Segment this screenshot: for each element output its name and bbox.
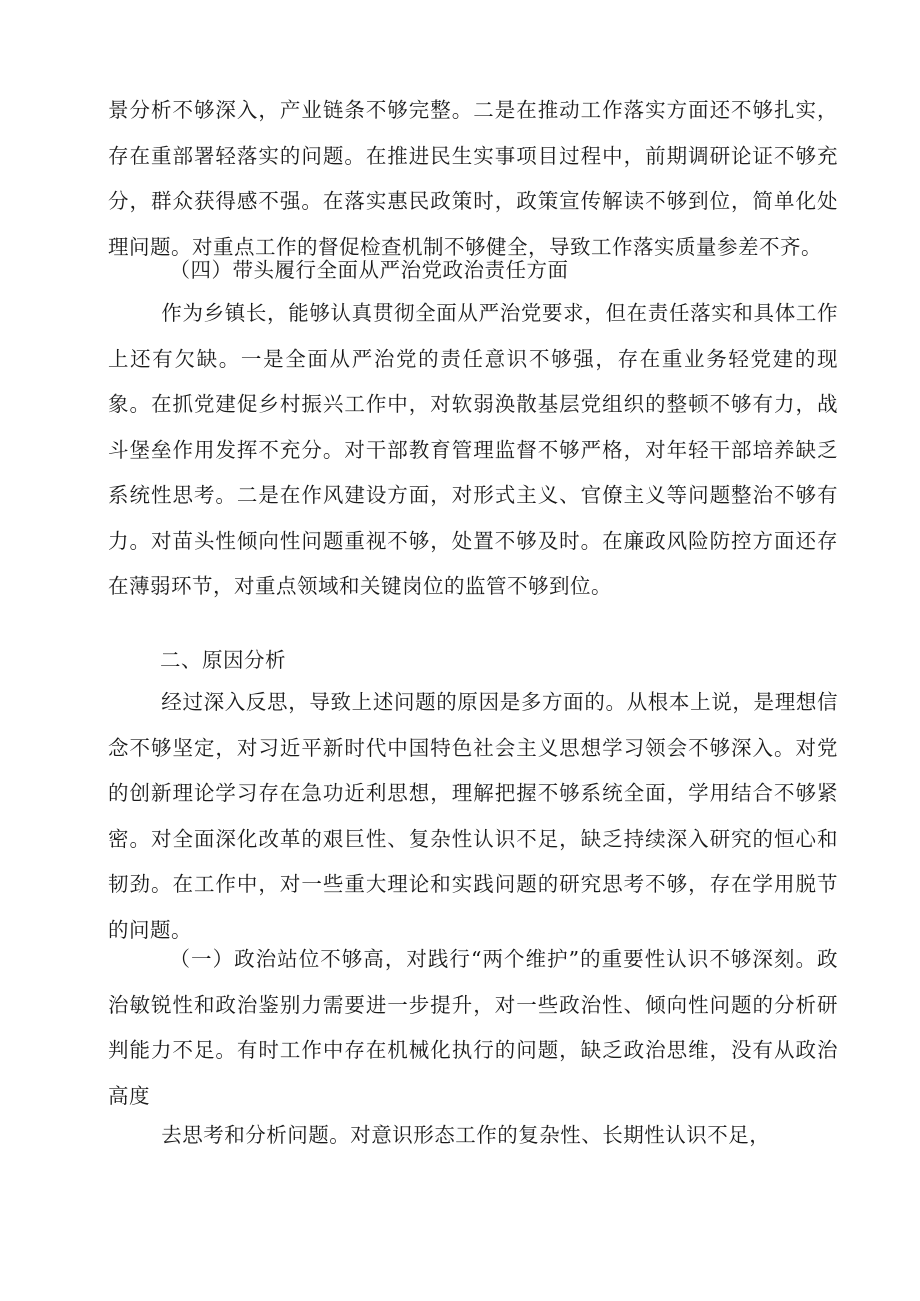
paragraph-responsibility: 作为乡镇长，能够认真贯彻全面从严治党要求，但在责任落实和具体工作上还有欠缺。一是全面从严治党的责任意识不够强，存在重业务轻党建的现象。在抓党建促乡村振兴工作中，对软弱涣散基层党组织的整顿不够有力，战斗堡垒作用发挥不充分。对干部教育管理监督不够严格，对年轻干部培养缺乏系统性思考。二是在作风建设方面，对形式主义、官僚主义等问题整治不够有力。对苗头性倾向性问题重视不够，处置不够及时。在廉政风险防控方面还存在薄弱环节，对重点领域和关键岗位的监管不够到位。 <box>108 301 838 598</box>
paragraph-cause-1-continued: 去思考和分析问题。对意识形态工作的复杂性、长期性认识不足， <box>161 1123 771 1147</box>
subheading-4: （四）带头履行全面从严治党政治责任方面 <box>169 258 569 282</box>
paragraph-continued: 景分析不够深入，产业链条不够完整。二是在推动工作落实方面还不够扎实，存在重部署轻落实的问题。在推进民生实事项目过程中，前期调研论证不够充分，群众获得感不强。在落实惠民政策时，政策宣传解读不够到位，简单化处理问题。对重点工作的督促检查机制不够健全，导致工作落实质量参差不齐。 <box>108 98 838 259</box>
paragraph-cause-1: （一）政治站位不够高，对践行“两个维护”的重要性认识不够深刻。政治敏锐性和政治鉴别力需要进一步提升，对一些政治性、倾向性问题的分析研判能力不足。有时工作中存在机械化执行的问题，缺乏政治思维，没有从政治高度 <box>108 947 838 1108</box>
paragraph-cause-overview: 经过深入反思，导致上述问题的原因是多方面的。从根本上说，是理想信念不够坚定，对习近平新时代中国特色社会主义思想学习领会不够深入。对党的创新理论学习存在急功近利思想，理解把握不够系统全面，学用结合不够紧密。对全面深化改革的艰巨性、复杂性认识不足，缺乏持续深入研究的恒心和韧劲。在工作中，对一些重大理论和实践问题的研究思考不够，存在学用脱节的问题。 <box>108 690 838 942</box>
section-heading-cause-analysis: 二、原因分析 <box>160 648 286 672</box>
